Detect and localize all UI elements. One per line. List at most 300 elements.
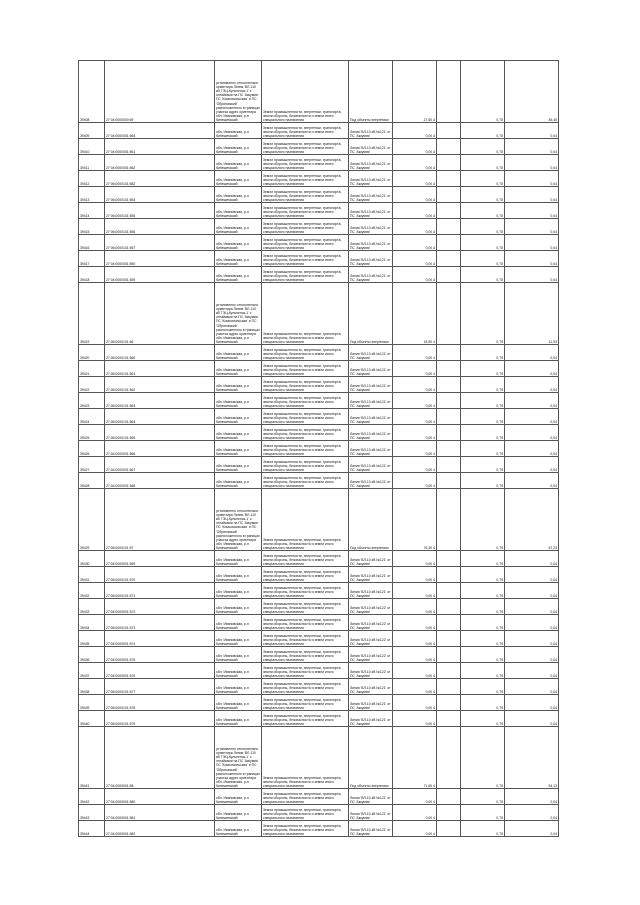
row-number-cell: 39411: [79, 155, 105, 171]
table-row: [79, 361, 559, 377]
address-cell: обл. Ивановская, р-н Кинешемский: [215, 583, 262, 599]
rate-cell: 0,75: [461, 615, 505, 631]
empty-cell: [437, 393, 461, 409]
land-category-cell: Земли промышленности, энергетики, транспорта, земли обороны, безопасности и земли иного специального назначения: [262, 61, 349, 123]
permitted-use-cell: Линия 'ВЛ-10 кВ №121' от ПС 'Аккумия': [349, 805, 393, 821]
land-category-cell: Земли промышленности, энергетики, транспорта, земли обороны, безопасности и земли иного специального назначения: [262, 789, 349, 805]
cadastral-number-cell: 27:06:0000101:556: [105, 219, 215, 235]
row-number-cell: 39419: [79, 283, 105, 345]
rate-cell: 0,75: [461, 251, 505, 267]
rate-cell: 0,75: [461, 377, 505, 393]
area-cell: 71,60 4: [393, 727, 437, 789]
area-cell: 0,00 4: [393, 551, 437, 567]
land-category-cell: Земли промышленности, энергетики, транспорта, земли обороны, безопасности и земли иного специального назначения: [262, 727, 349, 789]
amount-cell: 0,04: [505, 267, 559, 283]
amount-cell: 0,04: [505, 187, 559, 203]
row-number-cell: 39416: [79, 235, 105, 251]
rate-cell: 0,75: [461, 551, 505, 567]
rate-cell: 0,75: [461, 409, 505, 425]
amount-cell: 0,04: [505, 695, 559, 711]
permitted-use-cell: Линия 'ВЛ-10 кВ №121' от ПС 'Аккумия': [349, 473, 393, 489]
permitted-use-cell: Линия 'ВЛ-10 кВ №121' от ПС 'Аккумия': [349, 789, 393, 805]
address-cell: обл. Ивановская, р-н Кинешемский: [215, 203, 262, 219]
amount-cell: 0,04: [505, 821, 559, 837]
cadastral-number-cell: 27:04:0000001:566: [105, 441, 215, 457]
rate-cell: 0,75: [461, 567, 505, 583]
table-row: [79, 805, 559, 821]
amount-cell: 45,45: [505, 61, 559, 123]
rate-cell: 0,75: [461, 789, 505, 805]
row-number-cell: 39441: [79, 727, 105, 789]
table-row: [79, 821, 559, 837]
row-number-cell: 39421: [79, 361, 105, 377]
table-row: [79, 695, 559, 711]
table-row: [79, 615, 559, 631]
document-page: [78, 60, 558, 836]
rate-cell: 0,75: [461, 393, 505, 409]
amount-cell: 0,04: [505, 663, 559, 679]
cadastral-number-cell: 27:04:0000001:575: [105, 647, 215, 663]
address-cell: обл. Ивановская, р-н Кинешемский: [215, 711, 262, 727]
permitted-use-cell: Линия 'ВЛ-10 кВ №122' от ПС 'Аккумия': [349, 663, 393, 679]
cadastral-number-cell: 27:06:0000101:565: [105, 425, 215, 441]
area-cell: 0,00 4: [393, 425, 437, 441]
empty-cell: [437, 695, 461, 711]
amount-cell: 0,04: [505, 409, 559, 425]
address-cell: обл. Ивановская, р-н Кинешемский: [215, 393, 262, 409]
cadastral-number-cell: 27:04:0000001:568: [105, 473, 215, 489]
table-row: [79, 393, 559, 409]
empty-cell: [437, 789, 461, 805]
empty-cell: [437, 727, 461, 789]
empty-cell: [437, 663, 461, 679]
amount-cell: 0,04: [505, 393, 559, 409]
amount-cell: 0,04: [505, 805, 559, 821]
empty-cell: [437, 267, 461, 283]
table-row: [79, 377, 559, 393]
area-cell: 0,00 4: [393, 821, 437, 837]
empty-cell: [437, 567, 461, 583]
empty-cell: [437, 441, 461, 457]
rate-cell: 0,75: [461, 155, 505, 171]
cadastral-number-cell: 27:04:0000001:564: [105, 123, 215, 139]
empty-cell: [437, 409, 461, 425]
land-category-cell: Земли промышленности, энергетики, транспорта, земли обороны, безопасности и земли иного специального назначения: [262, 711, 349, 727]
area-cell: 27,60 4: [393, 61, 437, 123]
permitted-use-cell: Линия 'ВЛ-10 кВ №121' от ПС 'Аккумия': [349, 457, 393, 473]
address-cell: обл. Ивановская, р-н Кинешемский: [215, 679, 262, 695]
row-number-cell: 39414: [79, 203, 105, 219]
area-cell: 0,00 4: [393, 473, 437, 489]
empty-cell: [437, 489, 461, 551]
cadastral-number-cell: 27:06:0000101:554: [105, 187, 215, 203]
permitted-use-cell: Линия 'ВЛ-10 кВ №121' от ПС 'Аккумия': [349, 393, 393, 409]
area-cell: 0,00 4: [393, 409, 437, 425]
table-row: [79, 647, 559, 663]
table-row: [79, 583, 559, 599]
address-cell: обл. Ивановская, р-н Кинешемский: [215, 805, 262, 821]
rate-cell: 0,75: [461, 679, 505, 695]
amount-cell: 0,04: [505, 567, 559, 583]
cadastral-number-cell: 27:04:0000001:550: [105, 251, 215, 267]
area-cell: 0,00 4: [393, 361, 437, 377]
empty-cell: [437, 805, 461, 821]
area-cell: 0,00 4: [393, 583, 437, 599]
permitted-use-cell: Линия 'ВЛ-10 кВ №121' от ПС 'Аккумия': [349, 219, 393, 235]
area-cell: 0,00 4: [393, 805, 437, 821]
permitted-use-cell: Линия 'ВЛ-10 кВ №122' от ПС 'Аккумия': [349, 631, 393, 647]
land-category-cell: Земли промышленности, энергетики, транспорта, земли обороны, безопасности и земли иного специального назначения: [262, 567, 349, 583]
table-row: [79, 251, 559, 267]
permitted-use-cell: Линия 'ВЛ-10 кВ №121' от ПС 'Аккумия': [349, 345, 393, 361]
amount-cell: 11,93: [505, 283, 559, 345]
cadastral-number-cell: 27:06:0000101:563: [105, 393, 215, 409]
address-cell: обл. Ивановская, р-н Кинешемский: [215, 345, 262, 361]
table-body: [79, 61, 559, 837]
area-cell: 0,00 4: [393, 203, 437, 219]
land-category-cell: Земли промышленности, энергетики, транспорта, земли обороны, безопасности и земли иного специального назначения: [262, 235, 349, 251]
table-row: [79, 267, 559, 283]
row-number-cell: 39431: [79, 567, 105, 583]
land-category-cell: Земли промышленности, энергетики, транспорта, земли обороны, безопасности и земли иного специального назначения: [262, 663, 349, 679]
amount-cell: 0,04: [505, 583, 559, 599]
empty-cell: [437, 711, 461, 727]
permitted-use-cell: Линия 'ВЛ-10 кВ №122' от ПС 'Аккумия': [349, 599, 393, 615]
amount-cell: 54,13: [505, 727, 559, 789]
cadastral-number-cell: 27:06:0000101:560: [105, 345, 215, 361]
permitted-use-cell: Линия 'ВЛ-10 кВ №121' от ПС 'Аккумия': [349, 377, 393, 393]
table-row: [79, 425, 559, 441]
permitted-use-cell: Линия 'ВЛ-10 кВ №121' от ПС 'Аккумия': [349, 155, 393, 171]
amount-cell: 0,04: [505, 473, 559, 489]
rate-cell: 0,75: [461, 583, 505, 599]
land-category-cell: Земли промышленности, энергетики, транспорта, земли обороны, безопасности и земли иного специального назначения: [262, 821, 349, 837]
row-number-cell: 39424: [79, 409, 105, 425]
area-cell: 0,00 4: [393, 615, 437, 631]
address-cell: обл. Ивановская, р-н Кинешемский: [215, 171, 262, 187]
amount-cell: 0,04: [505, 457, 559, 473]
amount-cell: 57,23: [505, 489, 559, 551]
land-category-cell: Земли промышленности, энергетики, транспорта, земли обороны, безопасности и земли иного специального назначения: [262, 457, 349, 473]
cadastral-number-cell: 27:04:0000000:69: [105, 61, 215, 123]
address-cell: обл. Ивановская, р-н Кинешемский: [215, 155, 262, 171]
row-number-cell: 39438: [79, 679, 105, 695]
address-cell: обл. Ивановская, р-н Кинешемский: [215, 615, 262, 631]
amount-cell: 0,04: [505, 235, 559, 251]
address-cell: обл. Ивановская, р-н Кинешемский: [215, 599, 262, 615]
empty-cell: [437, 551, 461, 567]
amount-cell: 0,04: [505, 361, 559, 377]
land-category-cell: Земли промышленности, энергетики, транспорта, земли обороны, безопасности и земли иного специального назначения: [262, 155, 349, 171]
table-row: [79, 235, 559, 251]
permitted-use-cell: Линия 'ВЛ-10 кВ №121' от ПС 'Аккумия': [349, 821, 393, 837]
amount-cell: 0,04: [505, 631, 559, 647]
area-cell: 0,00 4: [393, 631, 437, 647]
area-cell: 0,00 4: [393, 345, 437, 361]
cadastral-number-cell: 27:04:0000001:581: [105, 805, 215, 821]
rate-cell: 0,75: [461, 345, 505, 361]
address-cell: обл. Ивановская, р-н Кинешемский: [215, 789, 262, 805]
row-number-cell: 39435: [79, 631, 105, 647]
empty-cell: [437, 251, 461, 267]
amount-cell: 0,04: [505, 711, 559, 727]
table-row: [79, 551, 559, 567]
land-category-cell: Земли промышленности, энергетики, транспорта, земли обороны, безопасности и земли иного специального назначения: [262, 599, 349, 615]
address-cell: обл. Ивановская, р-н Кинешемский: [215, 695, 262, 711]
row-number-cell: 39422: [79, 377, 105, 393]
land-category-cell: Земли промышленности, энергетики, транспорта, земли обороны, безопасности и земли иного специального назначения: [262, 805, 349, 821]
address-cell: обл. Ивановская, р-н Кинешемский: [215, 457, 262, 473]
area-cell: 0,00 4: [393, 187, 437, 203]
permitted-use-cell: Линия 'ВЛ-10 кВ №121' от ПС 'Аккумия': [349, 567, 393, 583]
address-cell: установлено относительно ориентира Линия 'ВЛ-110 кВ ТЭЦ-Кульпенок-1' с отпайками на ПС 'Аккумия' ПС 'Комсомольская' и ПС 'Обряговский' расположенного в границах участка адрес ориентира обл. Ивановская, р-н Кинешемский: [215, 283, 262, 345]
amount-cell: 0,04: [505, 219, 559, 235]
cadastral-number-cell: 27:06:0000101:582: [105, 171, 215, 187]
permitted-use-cell: Линия 'ВЛ-10 кВ №121' от ПС 'Аккумия': [349, 583, 393, 599]
permitted-use-cell: Линия 'ВЛ-10 кВ №121' от ПС 'Аккумия': [349, 679, 393, 695]
rate-cell: 0,75: [461, 457, 505, 473]
address-cell: обл. Ивановская, р-н Кинешемский: [215, 821, 262, 837]
row-number-cell: 39430: [79, 551, 105, 567]
rate-cell: 0,75: [461, 599, 505, 615]
empty-cell: [437, 473, 461, 489]
empty-cell: [437, 599, 461, 615]
amount-cell: 0,04: [505, 251, 559, 267]
land-category-cell: Земли промышленности, энергетики, транспорта, земли обороны, безопасности и земли иного специального назначения: [262, 679, 349, 695]
area-cell: 0,00 4: [393, 789, 437, 805]
address-cell: обл. Ивановская, р-н Кинешемский: [215, 441, 262, 457]
empty-cell: [437, 139, 461, 155]
address-cell: обл. Ивановская, р-н Кинешемский: [215, 409, 262, 425]
permitted-use-cell: Под объекты энергетики: [349, 727, 393, 789]
amount-cell: 0,04: [505, 377, 559, 393]
row-number-cell: 39418: [79, 267, 105, 283]
row-number-cell: 39440: [79, 711, 105, 727]
cadastral-number-cell: 27:06:0000101:573: [105, 615, 215, 631]
empty-cell: [437, 187, 461, 203]
table-row: [79, 441, 559, 457]
land-category-cell: Земли промышленности, энергетики, транспорта, земли обороны, безопасности и земли иного специального назначения: [262, 489, 349, 551]
rate-cell: 0,75: [461, 727, 505, 789]
rate-cell: 0,75: [461, 711, 505, 727]
permitted-use-cell: Линия 'ВЛ-10 кВ №121' от ПС 'Аккумия': [349, 203, 393, 219]
address-cell: обл. Ивановская, р-н Кинешемский: [215, 251, 262, 267]
row-number-cell: 39429: [79, 489, 105, 551]
cadastral-number-cell: 27:04:0000001:58: [105, 727, 215, 789]
permitted-use-cell: Линия 'ВЛ-10 кВ №122' от ПС 'Аккумия': [349, 615, 393, 631]
permitted-use-cell: Линия 'ВЛ-10 кВ №121' от ПС 'Аккумия': [349, 441, 393, 457]
area-cell: 0,00 4: [393, 711, 437, 727]
land-category-cell: Земли промышленности, энергетики, транспорта, земли обороны, безопасности и земли иного специального назначения: [262, 393, 349, 409]
row-number-cell: 39443: [79, 805, 105, 821]
land-category-cell: Земли промышленности, энергетики, транспорта, земли обороны, безопасности и земли иного специального назначения: [262, 647, 349, 663]
land-category-cell: Земли промышленности, энергетики, транспорта, земли обороны, безопасности и земли иного специального назначения: [262, 551, 349, 567]
empty-cell: [437, 615, 461, 631]
area-cell: 0,00 4: [393, 267, 437, 283]
empty-cell: [437, 345, 461, 361]
land-category-cell: Земли промышленности, энергетики, транспорта, земли обороны, безопасности и земли иного специального назначения: [262, 171, 349, 187]
table-row: [79, 663, 559, 679]
empty-cell: [437, 123, 461, 139]
rate-cell: 0,75: [461, 663, 505, 679]
table-row: [79, 171, 559, 187]
empty-cell: [437, 377, 461, 393]
area-cell: 0,00 4: [393, 679, 437, 695]
row-number-cell: 39426: [79, 441, 105, 457]
table-row: [79, 711, 559, 727]
area-cell: 15,90 4: [393, 283, 437, 345]
cadastral-number-cell: 27:06:0000101:557: [105, 235, 215, 251]
permitted-use-cell: Линия 'ВЛ-10 кВ №122' от ПС 'Аккумия': [349, 647, 393, 663]
cadastral-number-cell: 27:06:0000101:564: [105, 409, 215, 425]
area-cell: 0,00 4: [393, 567, 437, 583]
amount-cell: 0,04: [505, 345, 559, 361]
amount-cell: 0,04: [505, 615, 559, 631]
row-number-cell: 39437: [79, 663, 105, 679]
empty-cell: [437, 821, 461, 837]
area-cell: 0,00 4: [393, 139, 437, 155]
cadastral-number-cell: 27:06:0000101:577: [105, 679, 215, 695]
area-cell: 0,00 4: [393, 393, 437, 409]
address-cell: обл. Ивановская, р-н Кинешемский: [215, 187, 262, 203]
area-cell: 0,00 4: [393, 377, 437, 393]
permitted-use-cell: Линия 'ВЛ-10 кВ №121' от ПС 'Аккумия': [349, 235, 393, 251]
address-cell: обл. Ивановская, р-н Кинешемский: [215, 139, 262, 155]
row-number-cell: 39417: [79, 251, 105, 267]
cadastral-number-cell: 27:04:0000001:576: [105, 663, 215, 679]
empty-cell: [437, 457, 461, 473]
area-cell: 0,00 4: [393, 123, 437, 139]
amount-cell: 0,04: [505, 551, 559, 567]
address-cell: обл. Ивановская, р-н Кинешемский: [215, 473, 262, 489]
row-number-cell: 39427: [79, 457, 105, 473]
rate-cell: 0,75: [461, 219, 505, 235]
rate-cell: 0,75: [461, 473, 505, 489]
land-category-cell: Земли промышленности, энергетики, транспорта, земли обороны, безопасности и земли иного специального назначения: [262, 409, 349, 425]
row-number-cell: 39433: [79, 599, 105, 615]
rate-cell: 0,75: [461, 631, 505, 647]
rate-cell: 0,75: [461, 123, 505, 139]
rate-cell: 0,75: [461, 647, 505, 663]
land-category-cell: Земли промышленности, энергетики, транспорта, земли обороны, безопасности и земли иного специального назначения: [262, 615, 349, 631]
address-cell: обл. Ивановская, р-н Кинешемский: [215, 551, 262, 567]
table-row: [79, 61, 559, 123]
empty-cell: [437, 155, 461, 171]
cadastral-number-cell: 27:06:0000101:57: [105, 489, 215, 551]
area-cell: 0,00 4: [393, 663, 437, 679]
land-plots-table: [78, 60, 559, 837]
empty-cell: [437, 361, 461, 377]
area-cell: 0,00 4: [393, 647, 437, 663]
table-row: [79, 219, 559, 235]
land-category-cell: Земли промышленности, энергетики, транспорта, земли обороны, безопасности и земли иного специального назначения: [262, 123, 349, 139]
cadastral-number-cell: 27:06:0000101:561: [105, 361, 215, 377]
amount-cell: 0,04: [505, 171, 559, 187]
empty-cell: [437, 171, 461, 187]
cadastral-number-cell: 27:06:0000101:570: [105, 567, 215, 583]
land-category-cell: Земли промышленности, энергетики, транспорта, земли обороны, безопасности и земли иного специального назначения: [262, 473, 349, 489]
permitted-use-cell: Под объекты энергетики: [349, 283, 393, 345]
area-cell: 0,00 4: [393, 441, 437, 457]
rate-cell: 0,75: [461, 187, 505, 203]
land-category-cell: Земли промышленности, энергетики, транспорта, земли обороны, безопасности и земли иного специального назначения: [262, 583, 349, 599]
empty-cell: [437, 219, 461, 235]
table-row: [79, 631, 559, 647]
permitted-use-cell: Линия 'ВЛ-10 кВ №121' от ПС 'Аккумия': [349, 123, 393, 139]
amount-cell: 0,04: [505, 425, 559, 441]
table-row: [79, 203, 559, 219]
cadastral-number-cell: 27:04:0000001:559: [105, 267, 215, 283]
amount-cell: 0,04: [505, 123, 559, 139]
row-number-cell: 39444: [79, 821, 105, 837]
rate-cell: 0,75: [461, 425, 505, 441]
empty-cell: [437, 425, 461, 441]
empty-cell: [437, 203, 461, 219]
table-row: [79, 489, 559, 551]
cadastral-number-cell: 27:04:0000001:572: [105, 599, 215, 615]
table-row: [79, 187, 559, 203]
area-cell: 0,00 4: [393, 251, 437, 267]
table-row: [79, 473, 559, 489]
land-category-cell: Земли промышленности, энергетики, транспорта, земли обороны, безопасности и земли иного специального назначения: [262, 377, 349, 393]
land-category-cell: Земли промышленности, энергетики, транспорта, земли обороны, безопасности и земли иного специального назначения: [262, 203, 349, 219]
empty-cell: [437, 679, 461, 695]
row-number-cell: 39415: [79, 219, 105, 235]
land-category-cell: Земли промышленности, энергетики, транспорта, земли обороны, безопасности и земли иного специального назначения: [262, 187, 349, 203]
permitted-use-cell: Линия 'ВЛ-10 кВ №121' от ПС 'Аккумия': [349, 267, 393, 283]
area-cell: 0,00 4: [393, 599, 437, 615]
rate-cell: 0,75: [461, 821, 505, 837]
cadastral-number-cell: 27:06:0000101:562: [105, 377, 215, 393]
cadastral-number-cell: 27:04:0000001:567: [105, 457, 215, 473]
rate-cell: 0,75: [461, 171, 505, 187]
cadastral-number-cell: 27:04:0000001:574: [105, 631, 215, 647]
table-row: [79, 283, 559, 345]
row-number-cell: 39436: [79, 647, 105, 663]
table-row: [79, 155, 559, 171]
cadastral-number-cell: 27:06:0000101:571: [105, 583, 215, 599]
empty-cell: [437, 235, 461, 251]
area-cell: 0,00 4: [393, 171, 437, 187]
permitted-use-cell: Линия 'ВЛ-10 кВ №121' от ПС 'Аккумия': [349, 409, 393, 425]
area-cell: 0,00 4: [393, 695, 437, 711]
row-number-cell: 39425: [79, 425, 105, 441]
permitted-use-cell: Линия 'ВЛ-10 кВ №121' от ПС 'Аккумия': [349, 187, 393, 203]
permitted-use-cell: Под объекты энергетики: [349, 61, 393, 123]
permitted-use-cell: Линия 'ВЛ-10 кВ №121' от ПС 'Аккумия': [349, 171, 393, 187]
cadastral-number-cell: 27:04:0000001:569: [105, 551, 215, 567]
row-number-cell: 39434: [79, 615, 105, 631]
address-cell: обл. Ивановская, р-н Кинешемский: [215, 377, 262, 393]
row-number-cell: 39408: [79, 61, 105, 123]
row-number-cell: 39412: [79, 171, 105, 187]
table-row: [79, 727, 559, 789]
empty-cell: [437, 631, 461, 647]
permitted-use-cell: Линия 'ВЛ-10 кВ №121' от ПС 'Аккумия': [349, 425, 393, 441]
land-category-cell: Земли промышленности, энергетики, транспорта, земли обороны, безопасности и земли иного специального назначения: [262, 267, 349, 283]
rate-cell: 0,75: [461, 695, 505, 711]
empty-cell: [437, 283, 461, 345]
table-row: [79, 123, 559, 139]
table-row: [79, 457, 559, 473]
row-number-cell: 39428: [79, 473, 105, 489]
land-category-cell: Земли промышленности, энергетики, транспорта, земли обороны, безопасности и земли иного специального назначения: [262, 251, 349, 267]
permitted-use-cell: Линия 'ВЛ-10 кВ №121' от ПС 'Аккумия': [349, 251, 393, 267]
area-cell: 0,00 4: [393, 155, 437, 171]
table-row: [79, 139, 559, 155]
address-cell: обл. Ивановская, р-н Кинешемский: [215, 567, 262, 583]
address-cell: обл. Ивановская, р-н Кинешемский: [215, 235, 262, 251]
